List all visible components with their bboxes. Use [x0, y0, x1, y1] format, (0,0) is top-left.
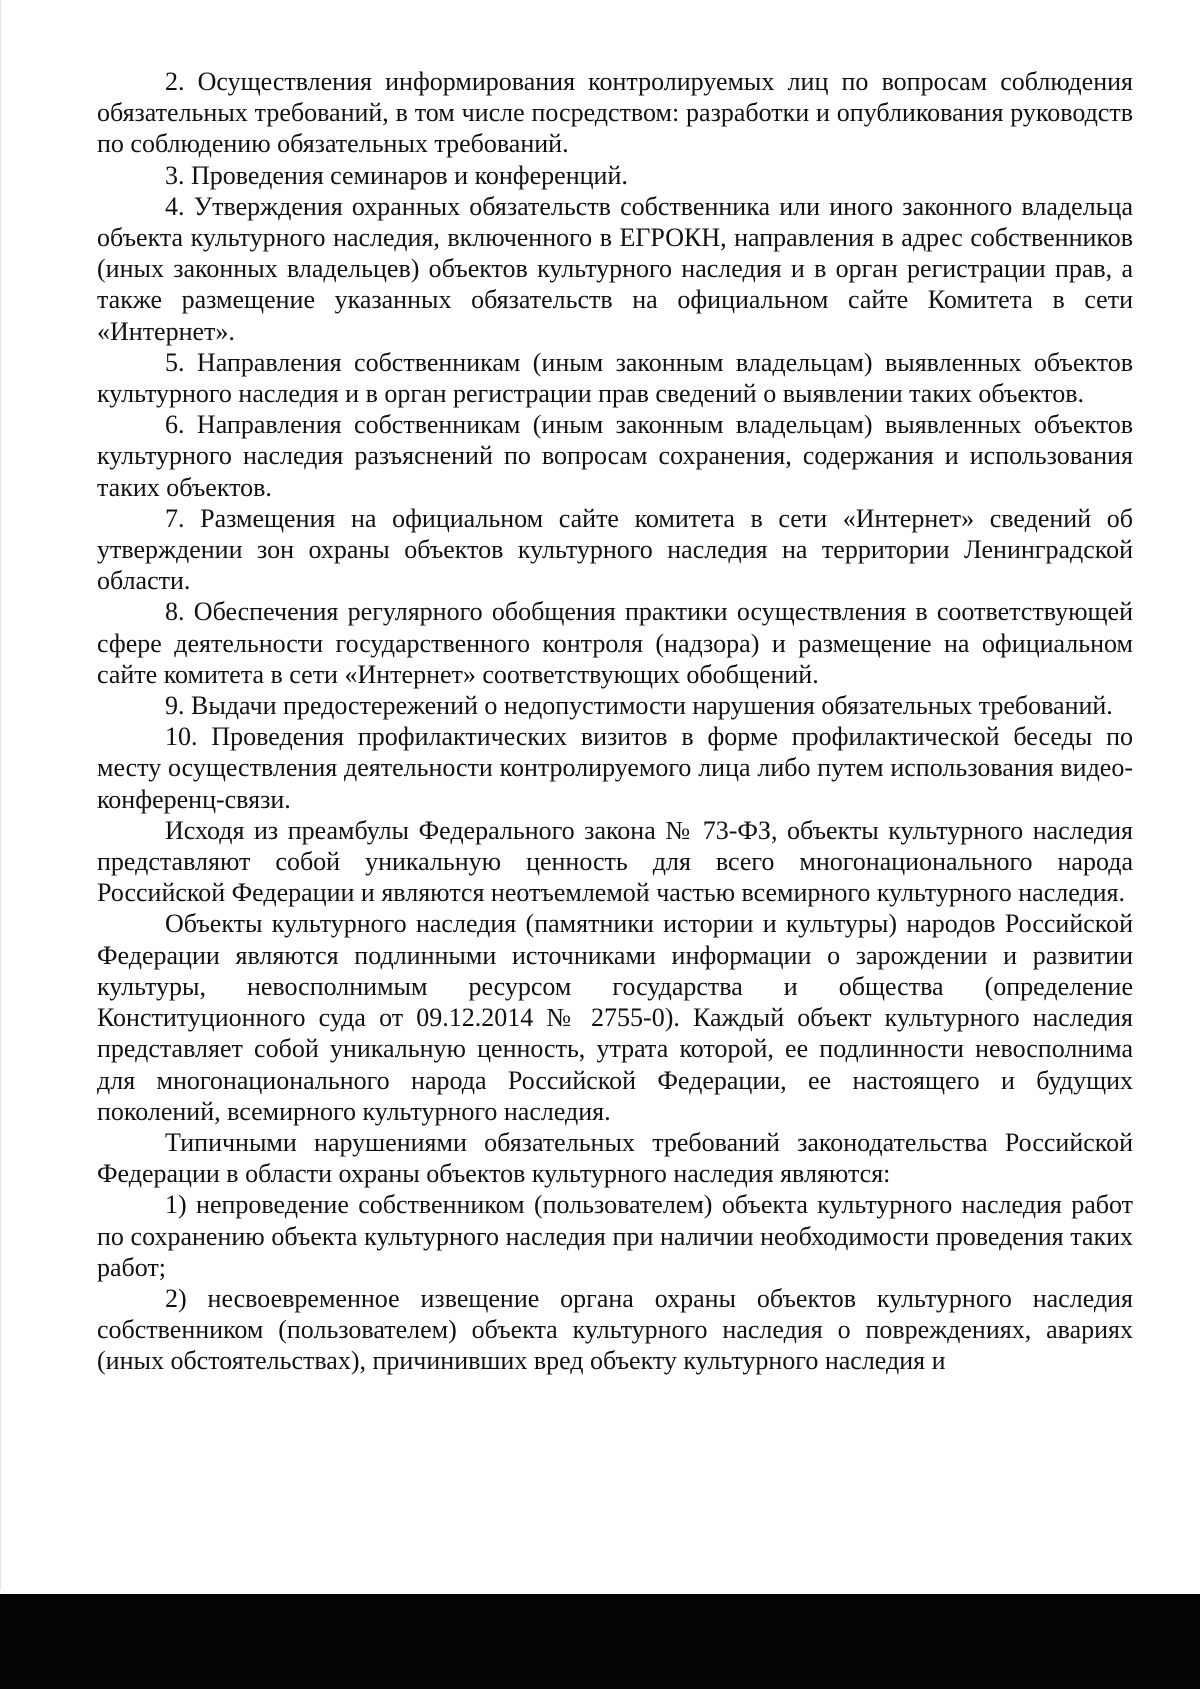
scan-edge-line [0, 0, 1, 1590]
paragraph-typical-violations: Типичными нарушениями обязательных требований законодательства Российской Федерации в области охраны объектов культурного наследия являются: [97, 1127, 1133, 1189]
paragraph-item-10: 10. Проведения профилактических визитов в форме профилактической беседы по месту осуществления деятельности контролируемого лица либо путем использования видео-конференц-связи. [97, 722, 1133, 814]
paragraph-item-5: 5. Направления собственникам (иным законным владельцам) выявленных объектов культурного наследия и в орган регистрации прав сведений о выявлении таких объектов. [97, 347, 1133, 409]
document-body [97, 66, 1133, 1377]
paragraph-item-7: 7. Размещения на официальном сайте комитета в сети «Интернет» сведений об утверждении зон охраны объектов культурного наследия на территории Ленинградской области. [97, 503, 1133, 596]
paragraph-item-2: 2. Осуществления информирования контролируемых лиц по вопросам соблюдения обязательных требований, в том числе посредством: разработки и опубликования руководств по соблюдению обязательных требований. [97, 67, 1133, 159]
paragraph-item-8: 8. Обеспечения регулярного обобщения практики осуществления в соответствующей сфере деятельности государственного контроля (надзора) и размещение на официальном сайте комитета в сети «Интернет» соответствующих обобщений. [97, 597, 1133, 689]
paragraph-item-4: 4. Утверждения охранных обязательств собственника или иного законного владельца объекта культурного наследия, включенного в ЕГРОКН, направления в адрес собственников (иных законных владельцев) объектов культурного наследия и в орган регистрации прав, а также размещение указанных обязательств на официальном сайте Комитета в сети «Интернет». [97, 191, 1133, 346]
paragraph-item-6: 6. Направления собственникам (иным законным владельцам) выявленных объектов культурного наследия разъяснений по вопросам сохранения, содержания и использования таких объектов. [97, 410, 1133, 502]
paragraph-violation-1: 1) непроведение собственником (пользователем) объекта культурного наследия работ по сохранению объекта культурного наследия при наличии необходимости проведения таких работ; [97, 1190, 1133, 1282]
scan-bottom-band [0, 1594, 1200, 1689]
paragraph-item-3: 3. Проведения семинаров и конференций. [165, 160, 628, 190]
paragraph-preamble: Исходя из преамбулы Федерального закона № 73-ФЗ, объекты культурного наследия представляют собой уникальную ценность для всего многонационального народа Российской Федерации и являются неотъемлемой частью всемирного культурного наследия. [97, 815, 1133, 908]
paragraph-violation-2: 2) несвоевременное извещение органа охраны объектов культурного наследия собственником (пользователем) объекта культурного наследия о повреждениях, авариях (иных обстоятельствах), причинивших вред объекту культурного наследия и [97, 1283, 1133, 1376]
paragraph-heritage-objects: Объекты культурного наследия (памятники истории и культуры) народов Российской Федерации являются подлинными источниками информации о зарождении и развитии культуры, невосполнимым ресурсом государства и общества (определение Конституционного суда от 09.12.2014 № 2755-0). Каждый объект культурного наследия представляет собой уникальную ценность, утрата которой, ее подлинности невосполнима для многонационального народа Российской Федерации, ее настоящего и будущих поколений, всемирного культурного наследия. [97, 909, 1133, 1126]
paragraph-item-9: 9. Выдачи предостережений о недопустимости нарушения обязательных требований. [165, 691, 1113, 721]
